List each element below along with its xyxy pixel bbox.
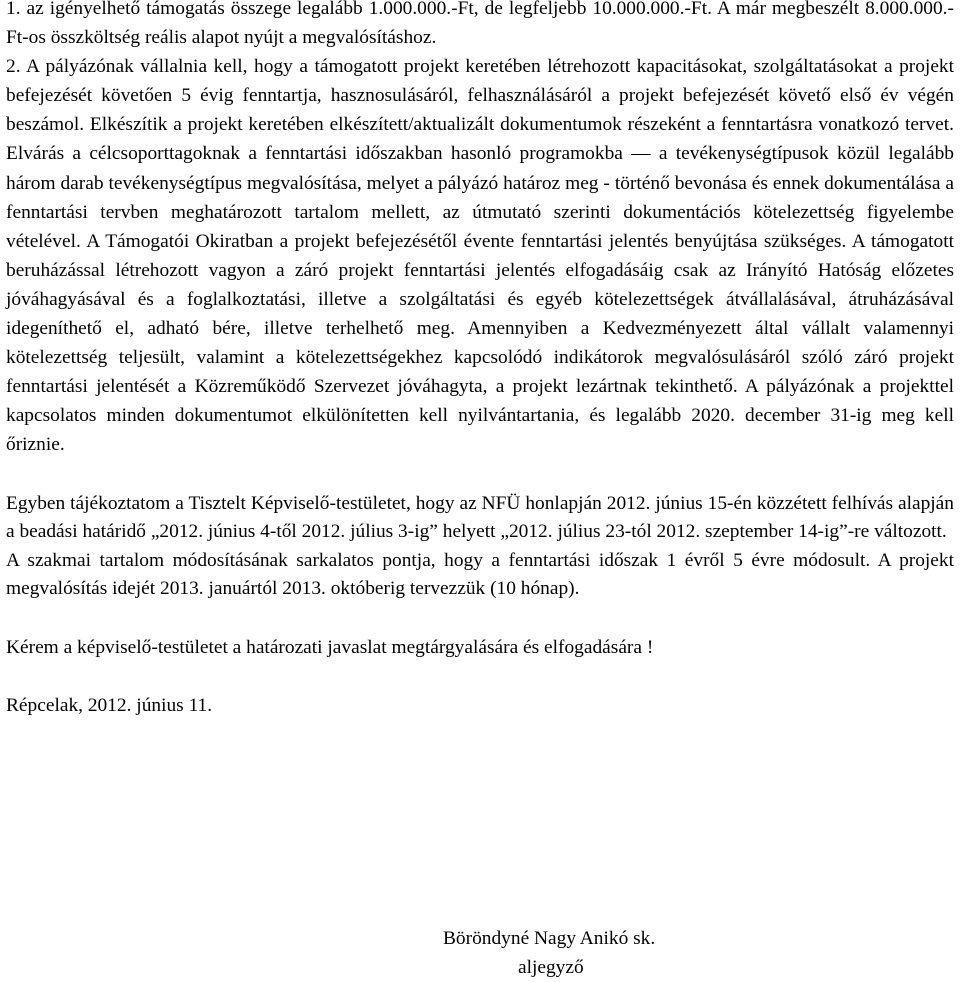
document-page [6, 0, 954, 720]
signature-block [443, 924, 763, 982]
list-item-2 [6, 52, 954, 459]
list-item-text: az igényelhető támogatás összege legalább 1.000.000.-Ft, de legfeljebb 10.000.000.-Ft. A már megbeszélt 8.000.000.-Ft-os összköltség reális alapot nyújt a megvalósításhoz. [6, 0, 954, 49]
spacer [6, 604, 954, 633]
request-paragraph: Kérem a képviselő-testületet a határozati javaslat megtárgyalására és elfogadására ! [6, 636, 654, 658]
list-item-1 [6, 0, 954, 52]
signatory-role: aljegyző [518, 957, 584, 979]
modification-paragraph: A szakmai tartalom módosításának sarkalatos pontja, hogy a fenntartási időszak 1 évről 5 évre módosult. A projekt megvalósítás idejét 2013. januártól 2013. októberig tervezzük (10 hónap). [6, 549, 954, 599]
deadline-paragraph: Egyben tájékoztatom a Tisztelt Képviselő-testületet, hogy az NFÜ honlapján 2012. június 15-én közzétett felhívás alapján a beadási határidő „2012. június 4-től 2012. július 3-ig” helyett „2012. július 23-tól 2012. szeptember 14-ig”-re változott. [6, 492, 954, 542]
signatory-name: Böröndyné Nagy Anikó sk. [443, 928, 656, 949]
spacer [6, 460, 954, 490]
place-date: Répcelak, 2012. június 11. [6, 694, 213, 716]
list-item-number: 1. [6, 0, 21, 19]
spacer [6, 662, 954, 691]
list-item-number: 2. [6, 56, 21, 78]
list-item-text: A pályázónak vállalnia kell, hogy a támogatott projekt keretében létrehozott kapacitásokat, szolgáltatásokat a projekt befejezését követően 5 évig fenntartja, hasznosulásáról, felhasználásáról a projekt befejezését követő első év végén beszámol. Elkészítik a projekt keretében elkészített/aktualizált dokumentumok részeként a fenntartásra vonatkozó tervet. Elvárás a célcsoporttagoknak a fenntartási időszakban hasonló programokba — a tevékenységtípusok közül legalább három darab tevékenységtípus megvalósítása, melyet a pályázó határoz meg - történő bevonása és ennek dokumentálása a fenntartási tervben meghatározott tartalom mellett, az útmutató szerinti dokumentációs kötelezettség figyelembe vételével. A Támogatói Okiratban a projekt befejezésétől évente fenntartási jelentés benyújtása szükséges. A támogatott beruházással létrehozott vagyon a záró projekt fenntartási jelentés elfogadásáig csak az Irányító Hatóság előzetes jóváhagyásával és a foglalkoztatási, illetve a szolgáltatási és egyéb kötelezettségek átvállalásával, átruházásával idegeníthető el, adható bére, illetve terhelhető meg. Amennyiben a Kedvezményezett által vállalt valamennyi kötelezettség teljesült, valamint a kötelezettségekhez kapcsolódó indikátorok megvalósulásáról szóló záró projekt fenntartási jelentését a Közreműködő Szervezet jóváhagyta, a projekt lezártnak tekinthető. A pályázónak a projekttel kapcsolatos minden dokumentumot elkülönítetten kell nyilvántartania, és legalább 2020. december 31-ig meg kell őriznie. [6, 56, 955, 456]
